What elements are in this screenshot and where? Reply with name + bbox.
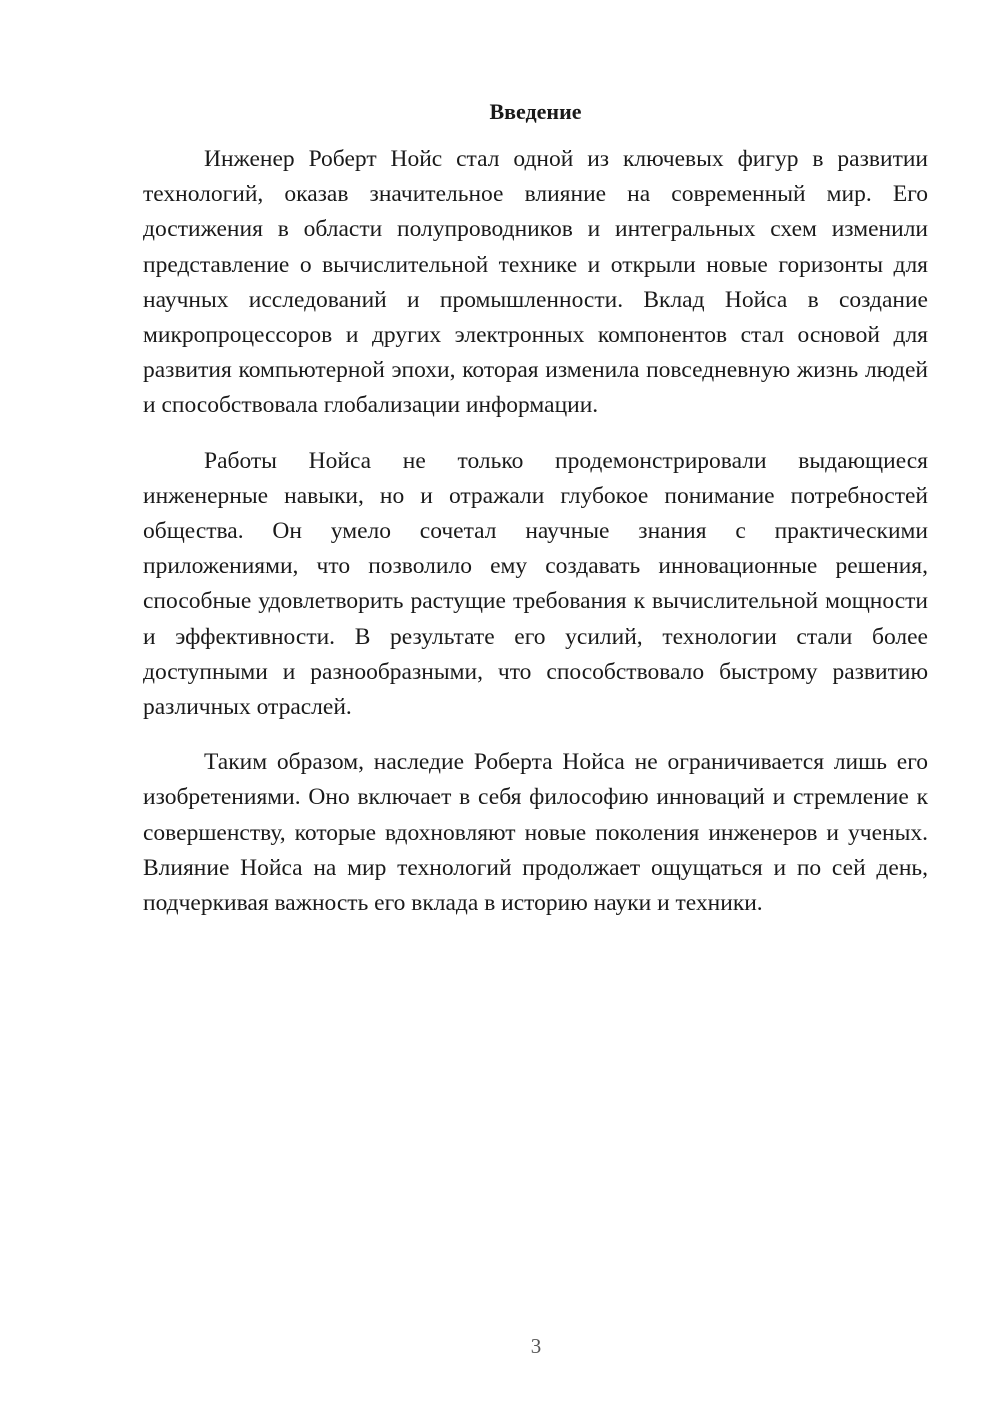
paragraph-1: Инженер Роберт Нойс стал одной из ключевых фигур в развитии технологий, оказав значительное влияние на современный мир. Его достижения в области полупроводников и интегральных схем изменили представление о вычислительной технике и открыли новые горизонты для научных исследований и промышленности. Вклад Нойса в создание микропроцессоров и других электронных компонентов стал основой для развития компьютерной эпохи, которая изменила повседневную жизнь людей и способствовала глобализации информации.	[143, 146, 928, 419]
section-heading: Введение	[489, 99, 582, 124]
paragraph-3: Таким образом, наследие Роберта Нойса не ограничивается лишь его изобретениями. Оно включает в себя философию инноваций и стремление к совершенству, которые вдохновляют новые поколения инженеров и ученых. Влияние Нойса на мир технологий продолжает ощущаться и по сей день, подчеркивая важность его вклада в историю науки и техники.	[143, 749, 928, 917]
page-content	[143, 96, 928, 941]
paragraph-2: Работы Нойса не только продемонстрировали выдающиеся инженерные навыки, но и отражали глубокое понимание потребностей общества. Он умело сочетал научные знания с практическими приложениями, что позволило ему создавать инновационные решения, способные удовлетворить растущие требования к вычислительной мощности и эффективности. В результате его усилий, технологии стали более доступными и разнообразными, что способствовало быстрому развитию различных отраслей.	[143, 447, 928, 721]
page-number: 3	[530, 1334, 542, 1358]
